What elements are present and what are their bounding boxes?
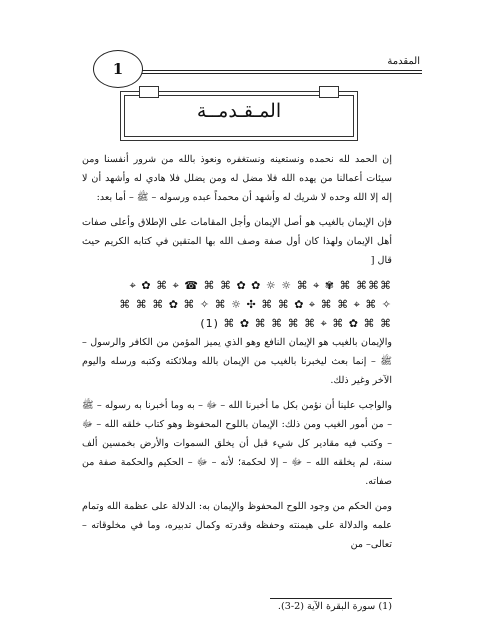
verse-glyph-line: ⌘ ⌘ ✿ ⌘ ⌖ ⌘ ⌘ ⌘ ⌘ ✿ ⌘ (1)	[200, 317, 392, 330]
verse-glyph-line: ✧ ⌘ ⌖ ⌘ ⌘ ⌖ ✿ ⌘ ⌘ ✣ ☼ ⌘ ✧ ⌘ ✿ ⌘ ⌘ ⌘	[119, 298, 392, 311]
title-frame-tab-left	[139, 86, 159, 98]
header-rule	[100, 70, 422, 71]
paragraph-hikmah: ومن الحكم من وجود اللوح المحفوظ والإيمان به: الدلالة على عظمة الله وتمام علمه والدلالة على هيمنته وحفظه وقدرته وكمال تدبيره، وما في مخلوقاته – تعالى– من	[82, 501, 392, 550]
body-text	[82, 150, 392, 560]
page-number: 1	[93, 50, 143, 88]
paragraph-opening: إن الحمد لله نحمده ونستعينه ونستغفره ونعوذ بالله من شرور أنفسنا ومن سيئات أعمالنا من يهده الله فلا مضل له ومن يضلل فلا هادي له وأشهد أن لا إله إلا الله وحده لا شريك له وأشهد أن محمداً عبده ورسوله – ﷺ – أما بعد:	[82, 154, 392, 203]
running-header: المقدمة	[387, 56, 420, 67]
paragraph-iman-nafi: والإيمان بالغيب هو الإيمان النافع وهو الذي يميز المؤمن من الكافر والرسول – ﷺ – إنما بعث ليخبرنا بالغيب من الإيمان بالله وملائكته وكتبه ورسله واليوم الآخر وغير ذلك.	[82, 337, 392, 386]
paragraph-iman-ghaib: فإن الإيمان بالغيب هو أصل الإيمان وأجل المقامات على الإطلاق وأعلى صفات أهل الإيمان ولهذا كان أول صفة وصف الله بها المتقين في كتابه الكريم حيث قال [	[82, 217, 392, 266]
quranic-verse	[82, 276, 392, 333]
footnote: (1) سورة البقرة الآية (2-3).	[277, 601, 392, 612]
title-frame	[120, 91, 358, 141]
verse-glyph-line: ⌘⌘⌘ ⌘ ✾ ⌖ ⌘ ☼ ☼ ✿ ✿ ⌘ ⌘ ☎ ⌖ ⌘ ✿ ⌖	[129, 279, 392, 292]
paragraph-lawh-mahfuz: والواجب علينا أن نؤمن بكل ما أخبرنا الله – ﷻ – به وما أخبرنا به رسوله – ﷺ – من أمور الغيب ومن ذلك: الإيمان باللوح المحفوظ وهو كتاب خلقه الله – ﷻ – وكتب فيه مقادير كل شيء قبل أن يخلق السموات والأرض بخمسين ألف سنة، لم يخلقه الله – ﷻ – إلا لحكمة؛ لأنه – ﷻ – الحكيم والحكمة صفة من صفاته.	[82, 400, 392, 487]
title-frame-tab-right	[319, 86, 339, 98]
footnote-rule	[270, 598, 392, 599]
header-rule-thin	[100, 73, 422, 74]
section-title: المـقـدمــة	[196, 100, 282, 122]
